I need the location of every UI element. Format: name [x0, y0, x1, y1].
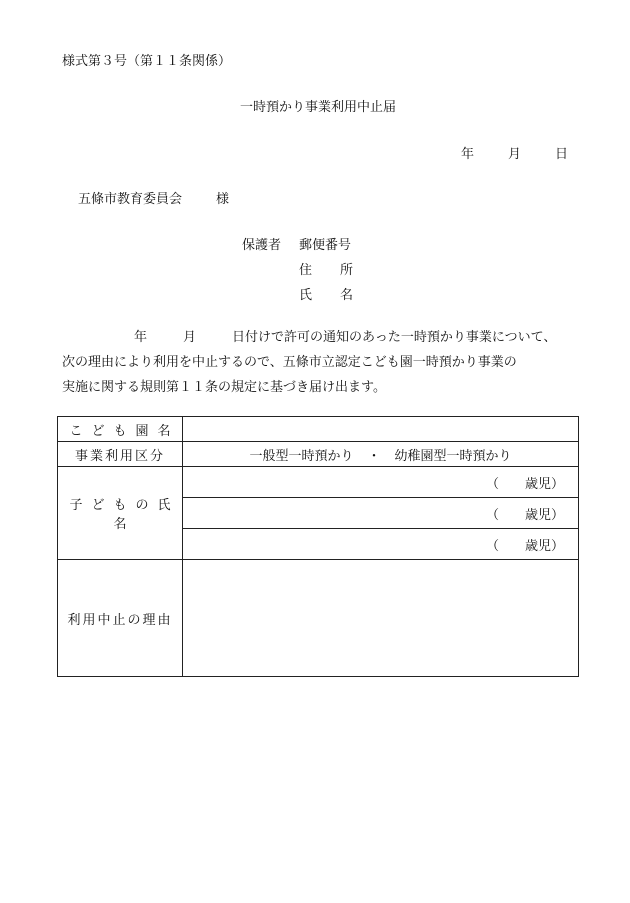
body-line-2: 次の理由により利用を中止するので、五條市立認定こども園一時預かり事業の	[62, 355, 517, 370]
body-line-1	[62, 325, 582, 350]
body-month: 月	[183, 330, 197, 345]
table-row-reason	[58, 560, 579, 677]
school-name-field[interactable]	[183, 417, 579, 442]
body-line-3: 実施に関する規則第１１条の規定に基づき届け出ます。	[62, 380, 386, 395]
age-suffix-3: 歳児）	[524, 538, 564, 554]
date-line	[461, 143, 568, 162]
address-label-char-1: 住	[299, 263, 313, 278]
addressee	[78, 188, 229, 207]
age-open-paren-3: （	[485, 538, 499, 554]
address-label	[299, 258, 353, 283]
age-suffix-2: 歳児）	[524, 507, 564, 523]
date-day: 日	[554, 147, 568, 162]
child-name-field-2[interactable]	[183, 498, 579, 529]
age-suffix-1: 歳児）	[524, 476, 564, 492]
date-year: 年	[460, 147, 474, 162]
address-label-char-2: 所	[339, 263, 353, 278]
school-name-label: こども園名	[58, 417, 183, 442]
age-open-paren-1: （	[485, 476, 499, 492]
body-text	[62, 325, 582, 400]
option-general[interactable]: 一般型一時預かり	[249, 448, 354, 464]
child-name-label: 子どもの氏名	[58, 467, 183, 560]
addressee-name: 五條市教育委員会	[78, 192, 183, 207]
form-table	[57, 416, 579, 677]
usage-category-label: 事業利用区分	[58, 442, 183, 467]
age-open-paren-2: （	[485, 507, 499, 523]
table-row-usage-category	[58, 442, 579, 467]
date-month: 月	[507, 147, 521, 162]
name-label	[299, 283, 353, 308]
child-name-field-3[interactable]	[183, 529, 579, 560]
option-separator: ・	[367, 448, 381, 464]
name-label-char-2: 名	[339, 288, 353, 303]
form-number: 様式第３号（第１１条関係）	[62, 54, 232, 69]
guardian-block	[242, 233, 382, 308]
reason-label: 利用中止の理由	[58, 560, 183, 677]
document-title: 一時預かり事業利用中止届	[239, 100, 396, 115]
child-name-field-1[interactable]	[183, 467, 579, 498]
name-label-char-1: 氏	[299, 288, 313, 303]
option-kindergarten[interactable]: 幼稚園型一時預かり	[394, 448, 512, 464]
table-row-school-name	[58, 417, 579, 442]
body-year: 年	[134, 330, 148, 345]
addressee-honorific: 様	[216, 192, 230, 207]
reason-field[interactable]	[183, 560, 579, 677]
table-row-child-1	[58, 467, 579, 498]
guardian-label: 保護者	[242, 238, 282, 253]
body-line-1-text: 日付けで許可の通知のあった一時預かり事業について、	[232, 330, 557, 345]
usage-category-options	[183, 442, 579, 467]
postal-code-label: 郵便番号	[299, 238, 352, 253]
